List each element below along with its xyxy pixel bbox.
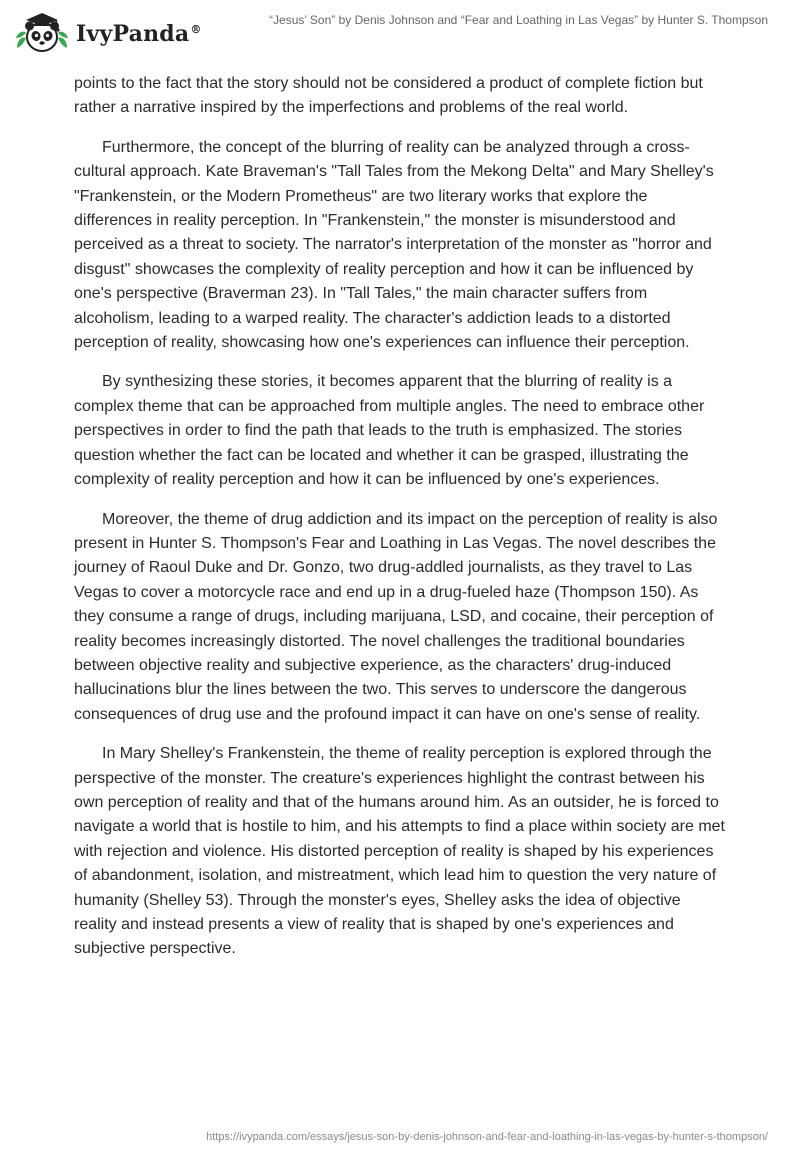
- paragraph: In Mary Shelley's Frankenstein, the theme of reality perception is explored through the perspective of the monster. The creature's experiences highlight the contrast between his own perception of reality and that of the humans around him. As an outsider, he is forced to navigate a world that is hostile to him, and his attempts to find a place within society are met with rejection and violence. His distorted perception of reality is shaped by his experiences of abandonment, isolation, and mistreatment, which lead him to question the very nature of humanity (Shelley 53). Through the monster's eyes, Shelley asks the idea of objective reality and instead presents a view of reality that is shaped by one's experiences and subjective perspective.: [74, 745, 725, 958]
- brand-name-text: IvyPanda: [76, 21, 190, 47]
- paragraph: By synthesizing these stories, it becomes apparent that the blurring of reality is a complex theme that can be approached from multiple angles. The need to embrace other perspectives in order to find the path that leads to the truth is emphasized. The stories question whether the fact can be located and whether it can be grasped, illustrating the complexity of reality perception and how it can be influenced by one's experiences.: [74, 373, 705, 489]
- ivypanda-logo[interactable]: [14, 8, 202, 56]
- source-url[interactable]: https://ivypanda.com/essays/jesus-son-by-denis-johnson-and-fear-and-loathing-in-las-vegas-by-hunter-s-thompson/: [206, 1131, 768, 1143]
- brand-name: [76, 21, 202, 47]
- paragraph: Furthermore, the concept of the blurring of reality can be analyzed through a cross-cultural approach. Kate Braveman's "Tall Tales from the Mekong Delta" and Mary Shelley's "Frankenstein, or the Modern Prometheus" are two literary works that explore the differences in reality perception. In "Frankenstein," the monster is misunderstood and perceived as a threat to society. The narrator's interpretation of the monster as "horror and disgust" showcases the complexity of reality perception and how it can be influenced by one's perspective (Braverman 23). In "Tall Tales," the main character suffers from alcoholism, leading to a warped reality. The character's addiction leads to a distorted perception of reality, showcasing how one's experiences can influence their perception.: [74, 138, 714, 352]
- paragraph: Moreover, the theme of drug addiction and its impact on the perception of reality is also present in Hunter S. Thompson's Fear and Loathing in Las Vegas. The novel describes the journey of Raoul Duke and Dr. Gonzo, two drug-addled journalists, as they travel to Las Vegas to cover a motorcycle race and end up in a drug-fueled haze (Thompson 150). As they consume a range of drugs, including marijuana, LSD, and cocaine, their perception of reality becomes increasingly distorted. The novel challenges the traditional boundaries between objective reality and subjective experience, as the characters' drug-induced hallucinations blur the lines between the two. This serves to underscore the dangerous consequences of drug use and the profound impact it can have on one's sense of reality.: [74, 510, 718, 723]
- document-title: “Jesus’ Son” by Denis Johnson and “Fear and Loathing in Las Vegas” by Hunter S. Thompson: [269, 13, 768, 27]
- panda-graduate-icon: [14, 8, 70, 56]
- paragraph: points to the fact that the story should not be considered a product of complete fiction but rather a narrative inspired by the imperfections and problems of the real world.: [74, 75, 703, 117]
- essay-body: [74, 72, 726, 977]
- page-header: [0, 0, 800, 64]
- registered-mark: ®: [190, 22, 202, 36]
